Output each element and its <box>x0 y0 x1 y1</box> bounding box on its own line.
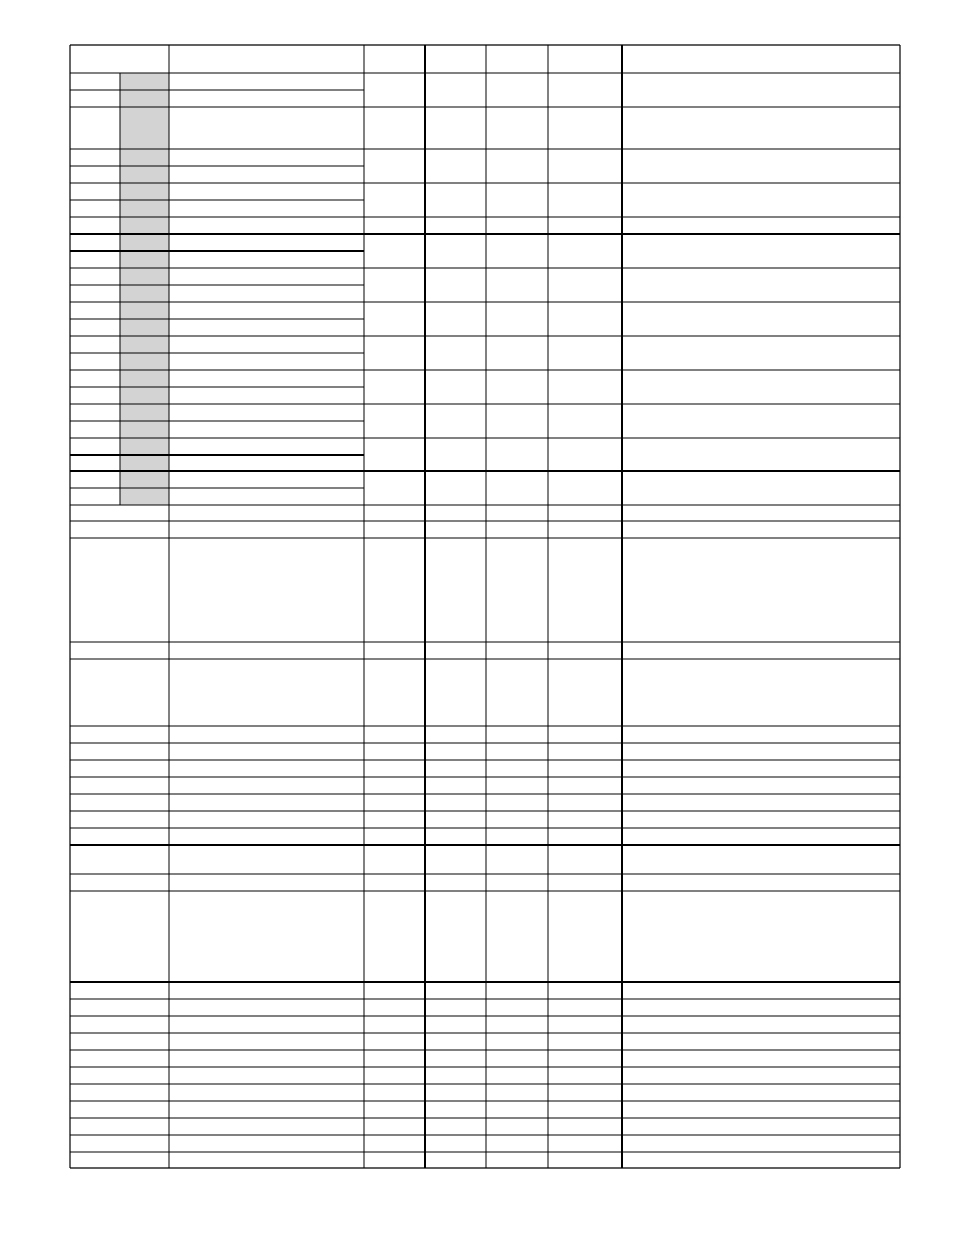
shaded-column <box>120 73 169 505</box>
